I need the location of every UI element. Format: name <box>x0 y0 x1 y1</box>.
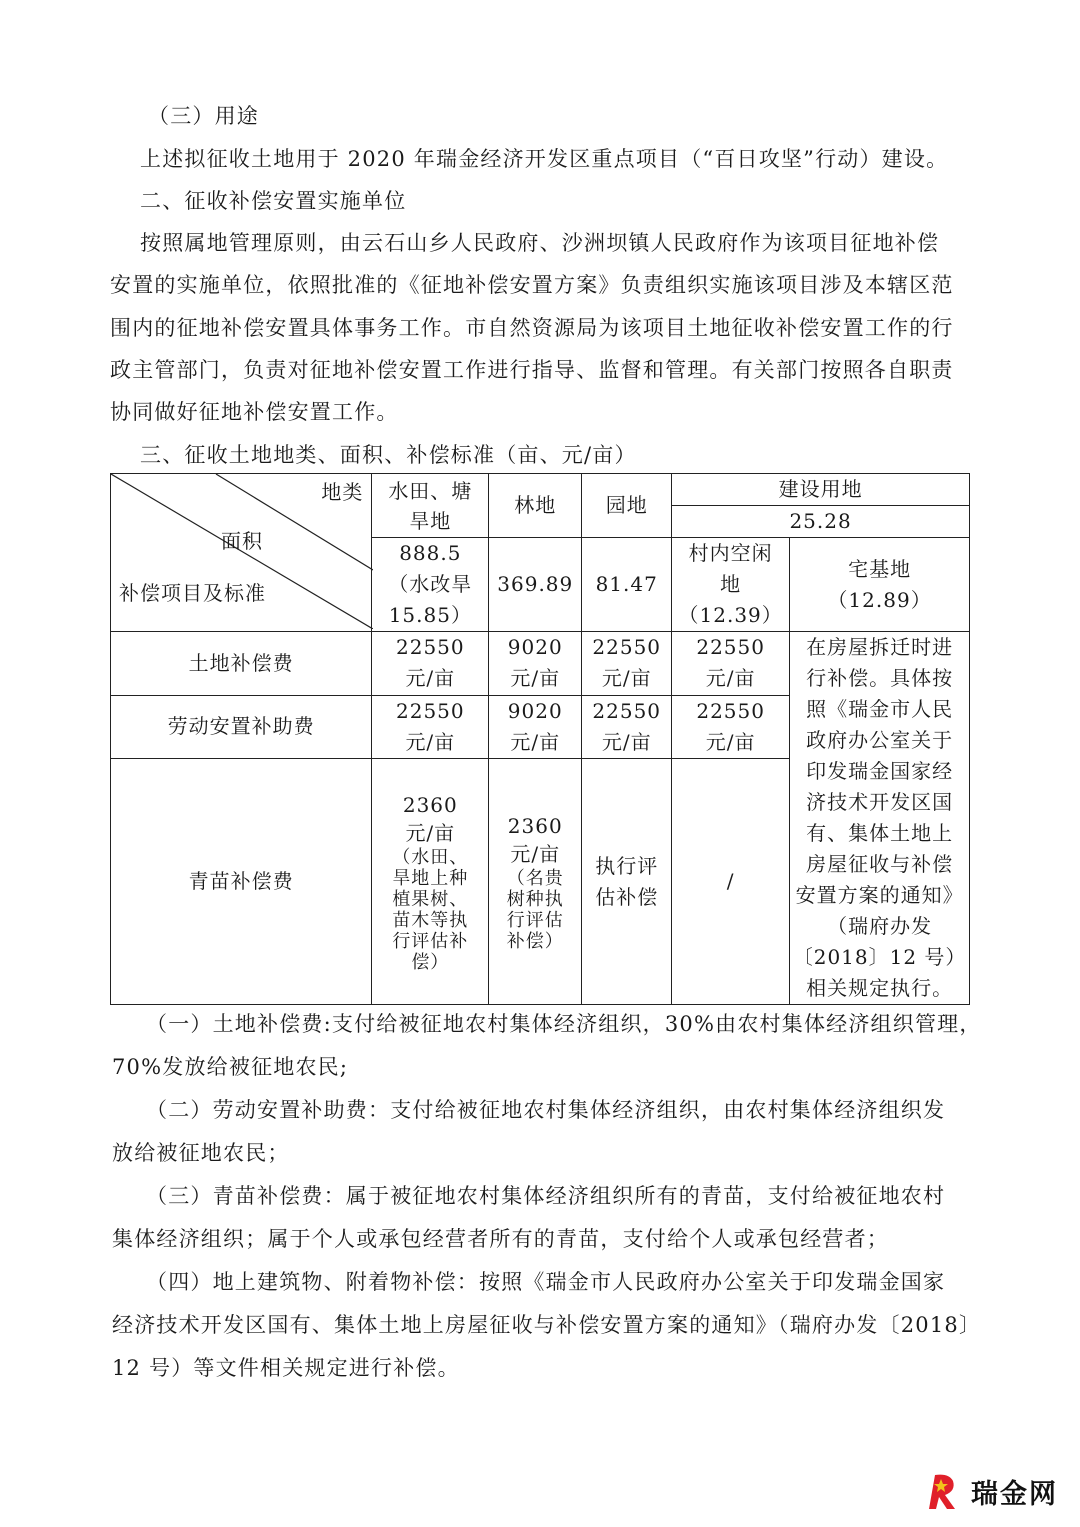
logo-mark-icon <box>921 1469 965 1513</box>
area-cunnei-3: （12.39） <box>678 603 783 627</box>
q-line: 行评估 <box>506 909 564 931</box>
compensation-table <box>110 473 970 1005</box>
note-4-line-3: 12 号）等文件相关规定进行补偿。 <box>112 1356 460 1380</box>
col-jianshe: 建设用地 <box>672 474 970 506</box>
q-line: 元/亩 <box>510 841 561 866</box>
header-mianji: 面积 <box>221 529 263 553</box>
unit: 元/亩 <box>510 729 561 754</box>
area-cunnei-2: 地 <box>720 572 742 596</box>
zhaiji-note-line: 有、集体土地上 <box>806 821 954 845</box>
cell <box>489 695 582 759</box>
q-line: 树种执 <box>506 888 564 910</box>
note-3-line-2: 集体经济组织；属于个人或承包经营者所有的青苗，支付给个人或承包经营者； <box>112 1227 889 1251</box>
area-cunnei-1: 村内空闲 <box>688 541 773 565</box>
note-2-line-2: 放给被征地农民； <box>112 1141 290 1165</box>
cell <box>672 695 790 759</box>
value: 22550 <box>592 698 662 723</box>
zhaiji-note-line: 印发瑞金国家经 <box>806 759 954 783</box>
para-2-line-5: 协同做好征地补偿安置工作。 <box>110 400 399 424</box>
cell <box>372 695 489 759</box>
unit: 元/亩 <box>405 729 456 754</box>
q-line: （名贵 <box>506 867 564 889</box>
zhaiji-note <box>790 632 970 1005</box>
unit: 元/亩 <box>601 729 652 754</box>
row-label-laodong: 劳动安置补助费 <box>111 695 372 759</box>
zhaiji-note-line: 照《瑞金市人民 <box>806 697 954 721</box>
col-shuitian-line-1: 水田、塘 <box>388 478 473 503</box>
note-3-line-1: （三）青苗补偿费：属于被征地农村集体经济组织所有的青苗，支付给被征地农村 <box>146 1184 946 1208</box>
cell <box>582 695 672 759</box>
header-xiangmu: 补偿项目及标准 <box>119 581 266 605</box>
unit: 元/亩 <box>510 666 561 691</box>
unit: 元/亩 <box>601 666 652 691</box>
col-lindi: 林地 <box>489 474 582 538</box>
note-1-line-1: （一）土地补偿费:支付给被征地农村集体经济组织，30%由农村集体经济组织管理， <box>146 1012 982 1036</box>
zhaiji-note-line: （瑞府办发 <box>827 914 933 938</box>
zhaiji-note-line: 在房屋拆迁时进 <box>806 635 954 659</box>
zhaiji-note-line: 安置方案的通知》 <box>795 883 964 907</box>
col-shuitian-line-2: 旱地 <box>409 508 452 533</box>
col-yuandi: 园地 <box>582 474 672 538</box>
qingmiao-shuitian <box>372 759 489 1005</box>
unit: 元/亩 <box>405 666 456 691</box>
zhaiji-note-line: 行补偿。具体按 <box>806 666 954 690</box>
section-3-heading: （三）用途 <box>148 104 259 128</box>
value: 9020 <box>507 698 563 723</box>
unit: 元/亩 <box>705 729 756 754</box>
value: 22550 <box>696 635 765 660</box>
para-2-line-2: 安置的实施单位，依照批准的《征地补偿安置方案》负责组织实施该项目涉及本辖区范 <box>110 273 954 297</box>
para-2-line-1: 按照属地管理原则，由云石山乡人民政府、沙洲坝镇人民政府作为该项目征地补偿 <box>140 231 940 255</box>
q-line: 元/亩 <box>405 820 456 845</box>
row-label-tudi: 土地补偿费 <box>111 632 372 696</box>
note-1-line-2: 70%发放给被征地农民; <box>112 1055 349 1079</box>
diagonal-header-cell <box>111 474 372 632</box>
value: 9020 <box>507 635 563 660</box>
q-line: 植果树、 <box>392 888 469 910</box>
q-line: 偿） <box>411 951 450 973</box>
qingmiao-cunnei: / <box>672 759 790 1005</box>
q-line: 旱地上种 <box>392 867 469 889</box>
para-2-line-3: 围内的征地补偿安置具体事务工作。市自然资源局为该项目土地征收补偿安置工作的行 <box>110 316 954 340</box>
cell <box>489 632 582 696</box>
note-4-line-1: （四）地上建筑物、附着物补偿：按照《瑞金市人民政府办公室关于印发瑞金国家 <box>146 1270 946 1294</box>
area-cunnei <box>672 538 790 632</box>
q-line: 苗木等执 <box>392 909 469 931</box>
heading-3: 三、征收土地地类、面积、补偿标准（亩、元/亩） <box>140 443 637 467</box>
value: 22550 <box>396 698 465 723</box>
heading-2: 二、征收补偿安置实施单位 <box>140 189 407 213</box>
area-zhaiji <box>790 538 970 632</box>
site-logo <box>921 1469 1058 1513</box>
zhaiji-note-line: 政府办公室关于 <box>806 728 954 752</box>
area-shuitian-3: 15.85） <box>388 603 472 627</box>
qingmiao-lindi <box>489 759 582 1005</box>
qingmiao-yuandi <box>582 759 672 1005</box>
jianshe-area: 25.28 <box>672 506 970 538</box>
zhaiji-note-line: 济技术开发区国 <box>806 790 954 814</box>
q-line: （水田、 <box>392 846 469 868</box>
cell <box>582 632 672 696</box>
note-4-line-2: 经济技术开发区国有、集体土地上房屋征收与补偿安置方案的通知》（瑞府办发〔2018〕 <box>112 1313 982 1337</box>
area-shuitian <box>372 538 489 632</box>
value: 22550 <box>396 635 465 660</box>
q-line: 估补偿 <box>595 884 659 909</box>
area-zhaiji-1: 宅基地 <box>848 556 912 581</box>
unit: 元/亩 <box>705 666 756 691</box>
area-lindi: 369.89 <box>489 538 582 632</box>
q-line: 2360 <box>402 792 458 817</box>
q-line: 补偿） <box>506 930 564 952</box>
header-dilei: 地类 <box>321 480 364 504</box>
value: 22550 <box>696 698 765 723</box>
q-line: 2360 <box>507 813 563 838</box>
logo-text: 瑞金网 <box>971 1478 1058 1510</box>
q-line: 行评估补 <box>392 930 469 952</box>
area-shuitian-2: （水改旱 <box>388 572 473 596</box>
zhaiji-note-line: 〔2018〕12 号） <box>792 945 967 969</box>
area-shuitian-1: 888.5 <box>399 541 462 565</box>
zhaiji-note-line: 相关规定执行。 <box>806 976 954 1000</box>
col-shuitian <box>372 474 489 538</box>
cell <box>372 632 489 696</box>
cell <box>672 632 790 696</box>
value: 22550 <box>592 635 662 660</box>
section-3-body: 上述拟征收土地用于 2020 年瑞金经济开发区重点项目（“百日攻坚”行动）建设。 <box>140 147 949 171</box>
row-label-qingmiao: 青苗补偿费 <box>111 759 372 1005</box>
note-2-line-1: （二）劳动安置补助费：支付给被征地农村集体经济组织，由农村集体经济组织发 <box>146 1098 946 1122</box>
area-yuandi: 81.47 <box>582 538 672 632</box>
para-2-line-4: 政主管部门，负责对征地补偿安置工作进行指导、监督和管理。有关部门按照各自职责 <box>110 358 954 382</box>
area-zhaiji-2: （12.89） <box>827 587 932 612</box>
zhaiji-note-line: 房屋征收与补偿 <box>806 852 954 876</box>
q-line: 执行评 <box>595 853 659 878</box>
